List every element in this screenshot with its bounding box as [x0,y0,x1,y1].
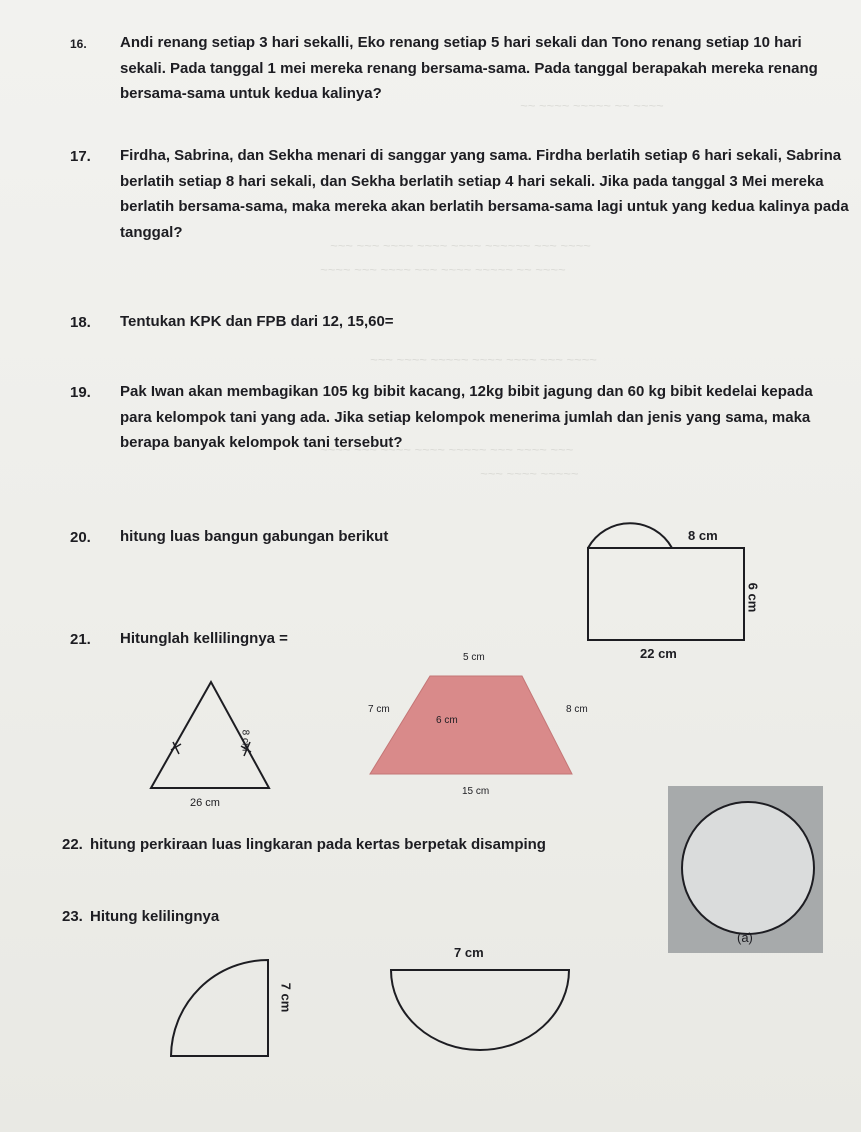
trapezoid-top-label: 5 cm [463,652,485,663]
question-number: 19. [70,384,91,401]
question-text: hitung luas bangun gabungan berikut [120,528,389,545]
question-text: Tentukan KPK dan FPB dari 12, 15,60= [120,313,394,330]
composite-bottom-label: 22 cm [640,646,677,661]
composite-shape-figure [570,500,760,650]
semicircle-diameter-label: 7 cm [454,945,484,960]
question-number: 18. [70,314,91,331]
show-through-text: ~~~~ ~~~ ~~~~ ~~~ ~~~~ ~~~~~ ~~ ~~~~ [320,262,566,277]
question-text: Hitunglah kellilingnya = [120,630,288,647]
question-text: Andi renang setiap 3 hari sekalli, Eko renang setiap 5 hari sekali dan Tono renang setiap 10 hari sekali. Pada tanggal 1 mei mereka renang bersama-sama. Pada tanggal berapakah mereka renang bersama-sama untuk kedua kalinya? [120,34,818,102]
show-through-text: ~~~~ ~~~ ~~~~ ~~~~ ~~~~~ ~~~ ~~~~ ~~~ [320,442,574,457]
composite-side-label: 6 cm [745,582,761,613]
trapezoid-height-label: 6 cm [436,715,458,726]
trapezoid-left-label: 7 cm [368,704,390,715]
trapezoid-right-label: 8 cm [566,704,588,715]
circle-grid-label: (a) [737,930,753,945]
question-number: 22. [62,836,83,853]
quarter-circle-figure [165,955,275,1065]
question-text: Firdha, Sabrina, dan Sekha menari di sanggar yang sama. Firdha berlatih setiap 6 hari sekali, Sabrina berlatih setiap 8 hari sekali, dan Sekha berlatih setiap 4 hari sekali. Jika pada tanggal 3 Mei mereka berlatih bersama-sama, maka mereka akan berlatih bersama-sama lagi untuk yang kedua kalinya pada tanggal? [120,147,849,241]
trapezoid-bottom-label: 15 cm [462,786,490,797]
question-text: Hitung kelilingnya [90,908,220,925]
question-number: 21. [70,631,91,648]
composite-top-label: 8 cm [688,528,718,543]
triangle-side-label: 8 cm [239,729,251,752]
show-through-text: ~~~ ~~~ ~~~~ ~~~~ ~~~~ ~~~~~~ ~~~ ~~~~ [330,238,591,253]
semicircle-figure [385,960,575,1060]
rectangle-shape [588,548,744,640]
show-through-text: ~~~ ~~~~ ~~~~~ ~~~~ ~~~~ ~~~ ~~~~ [370,352,597,367]
show-through-text: ~~ ~~~~ ~~~~~ ~~ ~~~~ [520,98,664,113]
question-number: 23. [62,908,83,925]
trapezoid-figure [360,670,580,780]
question-text: hitung perkiraan luas lingkaran pada kertas berpetak disamping [90,836,546,853]
question-number: 17. [70,148,91,165]
question-text: Pak Iwan akan membagikan 105 kg bibit kacang, 12kg bibit jagung dan 60 kg bibit kedelai kepada para kelompok tani yang ada. Jika setiap kelompok menerima jumlah dan jenis yang sama, maka berapa banyak kelompok tani tersebut? [120,383,813,451]
question-number: 20. [70,529,91,546]
question-number: 16. [70,37,87,51]
triangle-base-label: 26 cm [190,797,220,809]
semicircle-top-shape [588,523,672,548]
quarter-circle-radius-label: 7 cm [278,982,294,1013]
show-through-text: ~~~ ~~~~ ~~~~~ [480,466,579,481]
circle-on-grid-figure [668,786,823,953]
